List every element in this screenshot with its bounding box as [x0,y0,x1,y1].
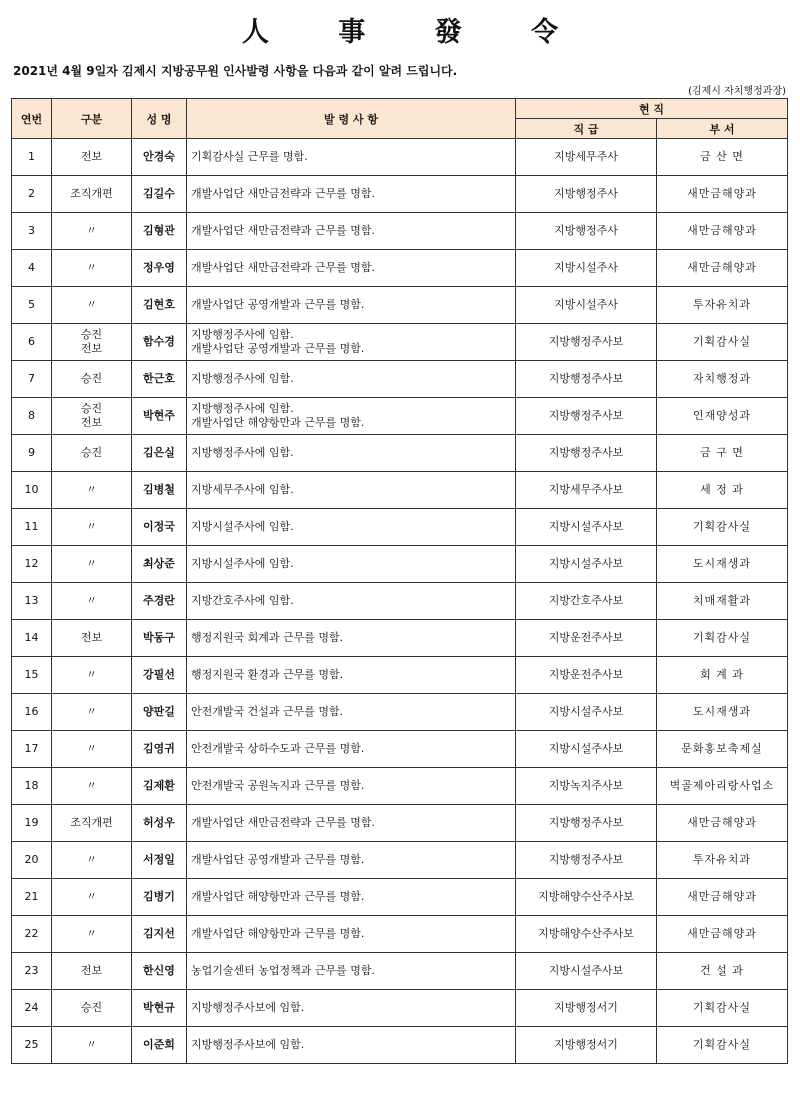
table-row [12,250,788,287]
row-dept: 투자유치과 [657,842,788,879]
row-name: 한신영 [132,953,187,990]
row-rank: 지방시설주사보 [516,953,657,990]
row-type: 승진 전보 [52,324,132,361]
row-action: 개발사업단 해양항만과 근무를 명함. [187,879,516,916]
row-rank: 지방행정주사보 [516,398,657,435]
row-action: 행정지원국 회계과 근무를 명함. [187,620,516,657]
row-action: 지방행정주사보에 임함. [187,990,516,1027]
row-no: 13 [12,583,52,620]
row-action: 지방시설주사에 임함. [187,546,516,583]
row-no: 22 [12,916,52,953]
row-rank: 지방행정주사보 [516,842,657,879]
row-no: 4 [12,250,52,287]
row-type: 〃 [52,879,132,916]
row-name: 김길수 [132,176,187,213]
row-rank: 지방해양수산주사보 [516,916,657,953]
row-no: 10 [12,472,52,509]
row-type: 〃 [52,842,132,879]
row-rank: 지방행정서기 [516,1027,657,1064]
row-name: 박현주 [132,398,187,435]
row-rank: 지방시설주사보 [516,509,657,546]
row-dept: 금 구 면 [657,435,788,472]
row-dept: 치매재활과 [657,583,788,620]
row-type: 〃 [52,546,132,583]
row-action: 안전개발국 건설과 근무를 명함. [187,694,516,731]
row-dept: 금 산 면 [657,139,788,176]
row-no: 25 [12,1027,52,1064]
row-type: 〃 [52,509,132,546]
row-rank: 지방행정주사보 [516,435,657,472]
row-action: 농업기술센터 농업정책과 근무를 명함. [187,953,516,990]
row-no: 3 [12,213,52,250]
row-name: 주경란 [132,583,187,620]
row-no: 21 [12,879,52,916]
row-type: 전보 [52,620,132,657]
table-row [12,583,788,620]
personnel-table [11,98,788,1064]
header-current: 현 직 [516,99,788,119]
row-name: 김병철 [132,472,187,509]
row-type: 〃 [52,916,132,953]
row-dept: 기획감사실 [657,324,788,361]
announcement-text: 2021년 4월 9일자 김제시 지방공무원 인사발령 사항을 다음과 같이 알려 드립니다. [13,64,458,78]
table-row [12,398,788,435]
row-type: 승진 [52,435,132,472]
row-type: 〃 [52,583,132,620]
row-rank: 지방행정주사보 [516,361,657,398]
row-dept: 벽골제아리랑사업소 [657,768,788,805]
row-name: 김지선 [132,916,187,953]
row-rank: 지방행정서기 [516,990,657,1027]
row-name: 김형관 [132,213,187,250]
row-name: 안경숙 [132,139,187,176]
row-dept: 도시재생과 [657,546,788,583]
table-row [12,768,788,805]
row-no: 8 [12,398,52,435]
row-action: 지방간호주사에 임함. [187,583,516,620]
row-rank: 지방행정주사 [516,176,657,213]
table-row [12,509,788,546]
table-row [12,916,788,953]
row-dept: 기획감사실 [657,509,788,546]
row-no: 19 [12,805,52,842]
row-rank: 지방운전주사보 [516,620,657,657]
row-type: 전보 [52,953,132,990]
row-name: 박동구 [132,620,187,657]
row-type: 승진 전보 [52,398,132,435]
row-action: 안전개발국 상하수도과 근무를 명함. [187,731,516,768]
header-no: 연번 [12,99,52,139]
row-type: 조직개편 [52,176,132,213]
row-dept: 기획감사실 [657,620,788,657]
row-action: 지방행정주사에 임함. 개발사업단 공영개발과 근무를 명함. [187,324,516,361]
row-name: 서정일 [132,842,187,879]
row-action: 개발사업단 새만금전략과 근무를 명함. [187,250,516,287]
row-dept: 문화홍보축제실 [657,731,788,768]
row-no: 7 [12,361,52,398]
row-rank: 지방행정주사보 [516,324,657,361]
row-action: 개발사업단 해양항만과 근무를 명함. [187,916,516,953]
table-row [12,139,788,176]
table-row [12,324,788,361]
row-dept: 새만금해양과 [657,916,788,953]
header-name: 성 명 [132,99,187,139]
row-dept: 도시재생과 [657,694,788,731]
row-type: 〃 [52,657,132,694]
row-no: 23 [12,953,52,990]
row-action: 지방행정주사보에 임함. [187,1027,516,1064]
row-no: 20 [12,842,52,879]
table-row [12,879,788,916]
row-action: 지방행정주사에 임함. 개발사업단 해양항만과 근무를 명함. [187,398,516,435]
header-type: 구분 [52,99,132,139]
row-type: 〃 [52,731,132,768]
row-no: 18 [12,768,52,805]
row-no: 12 [12,546,52,583]
row-type: 승진 [52,990,132,1027]
table-row [12,546,788,583]
page-title: 人 事 發 令 [241,17,589,48]
table-row [12,472,788,509]
row-rank: 지방시설주사 [516,250,657,287]
row-no: 15 [12,657,52,694]
row-name: 함수경 [132,324,187,361]
table-row [12,657,788,694]
table-row [12,694,788,731]
row-action: 개발사업단 공영개발과 근무를 명함. [187,842,516,879]
row-action: 지방행정주사에 임함. [187,435,516,472]
row-type: 〃 [52,472,132,509]
row-action: 행정지원국 환경과 근무를 명함. [187,657,516,694]
table-row [12,435,788,472]
row-dept: 회 계 과 [657,657,788,694]
row-name: 정우영 [132,250,187,287]
table-row [12,953,788,990]
row-type: 조직개편 [52,805,132,842]
table-header-row [12,99,788,119]
row-name: 김제환 [132,768,187,805]
row-action: 개발사업단 새만금전략과 근무를 명함. [187,213,516,250]
row-rank: 지방운전주사보 [516,657,657,694]
row-action: 개발사업단 새만금전략과 근무를 명함. [187,176,516,213]
row-dept: 인재양성과 [657,398,788,435]
row-no: 11 [12,509,52,546]
row-action: 지방시설주사에 임함. [187,509,516,546]
row-dept: 새만금해양과 [657,176,788,213]
row-name: 최상준 [132,546,187,583]
table-row [12,361,788,398]
row-action: 개발사업단 새만금전략과 근무를 명함. [187,805,516,842]
table-row [12,805,788,842]
row-rank: 지방세무주사 [516,139,657,176]
row-rank: 지방녹지주사보 [516,768,657,805]
row-no: 1 [12,139,52,176]
row-rank: 지방시설주사보 [516,694,657,731]
row-no: 9 [12,435,52,472]
row-no: 14 [12,620,52,657]
row-dept: 새만금해양과 [657,805,788,842]
row-name: 김은실 [132,435,187,472]
row-dept: 새만금해양과 [657,213,788,250]
row-no: 17 [12,731,52,768]
row-type: 〃 [52,287,132,324]
table-row [12,842,788,879]
row-dept: 투자유치과 [657,287,788,324]
row-dept: 세 정 과 [657,472,788,509]
row-action: 기획감사실 근무를 명함. [187,139,516,176]
row-rank: 지방해양수산주사보 [516,879,657,916]
row-name: 박현규 [132,990,187,1027]
row-type: 〃 [52,250,132,287]
row-name: 김병기 [132,879,187,916]
row-name: 이준희 [132,1027,187,1064]
table-row [12,620,788,657]
row-name: 이정국 [132,509,187,546]
row-rank: 지방시설주사 [516,287,657,324]
row-rank: 지방행정주사보 [516,805,657,842]
row-action: 지방행정주사에 임함. [187,361,516,398]
row-dept: 새만금해양과 [657,250,788,287]
row-dept: 새만금해양과 [657,879,788,916]
row-name: 양판길 [132,694,187,731]
row-action: 안전개발국 공원녹지과 근무를 명함. [187,768,516,805]
row-no: 6 [12,324,52,361]
row-rank: 지방행정주사 [516,213,657,250]
row-dept: 기획감사실 [657,1027,788,1064]
row-type: 승진 [52,361,132,398]
row-type: 〃 [52,213,132,250]
table-row [12,1027,788,1064]
row-type: 전보 [52,139,132,176]
issuing-department: (김제시 자치행정과장) [688,86,786,97]
row-no: 24 [12,990,52,1027]
row-type: 〃 [52,1027,132,1064]
row-name: 김현호 [132,287,187,324]
row-no: 16 [12,694,52,731]
row-dept: 건 설 과 [657,953,788,990]
row-name: 허성우 [132,805,187,842]
row-type: 〃 [52,694,132,731]
header-action: 발 령 사 항 [187,99,516,139]
table-row [12,990,788,1027]
table-row [12,213,788,250]
row-rank: 지방세무주사보 [516,472,657,509]
row-rank: 지방시설주사보 [516,546,657,583]
row-name: 한근호 [132,361,187,398]
table-body [12,139,788,1064]
row-action: 지방세무주사에 임함. [187,472,516,509]
table-row [12,287,788,324]
row-type: 〃 [52,768,132,805]
row-dept: 기획감사실 [657,990,788,1027]
row-name: 김영귀 [132,731,187,768]
header-rank: 직 급 [516,119,657,139]
row-action: 개발사업단 공영개발과 근무를 명함. [187,287,516,324]
row-rank: 지방간호주사보 [516,583,657,620]
row-name: 강필선 [132,657,187,694]
row-rank: 지방시설주사보 [516,731,657,768]
table-row [12,731,788,768]
row-dept: 자치행정과 [657,361,788,398]
row-no: 2 [12,176,52,213]
row-no: 5 [12,287,52,324]
table-row [12,176,788,213]
header-dept: 부 서 [657,119,788,139]
